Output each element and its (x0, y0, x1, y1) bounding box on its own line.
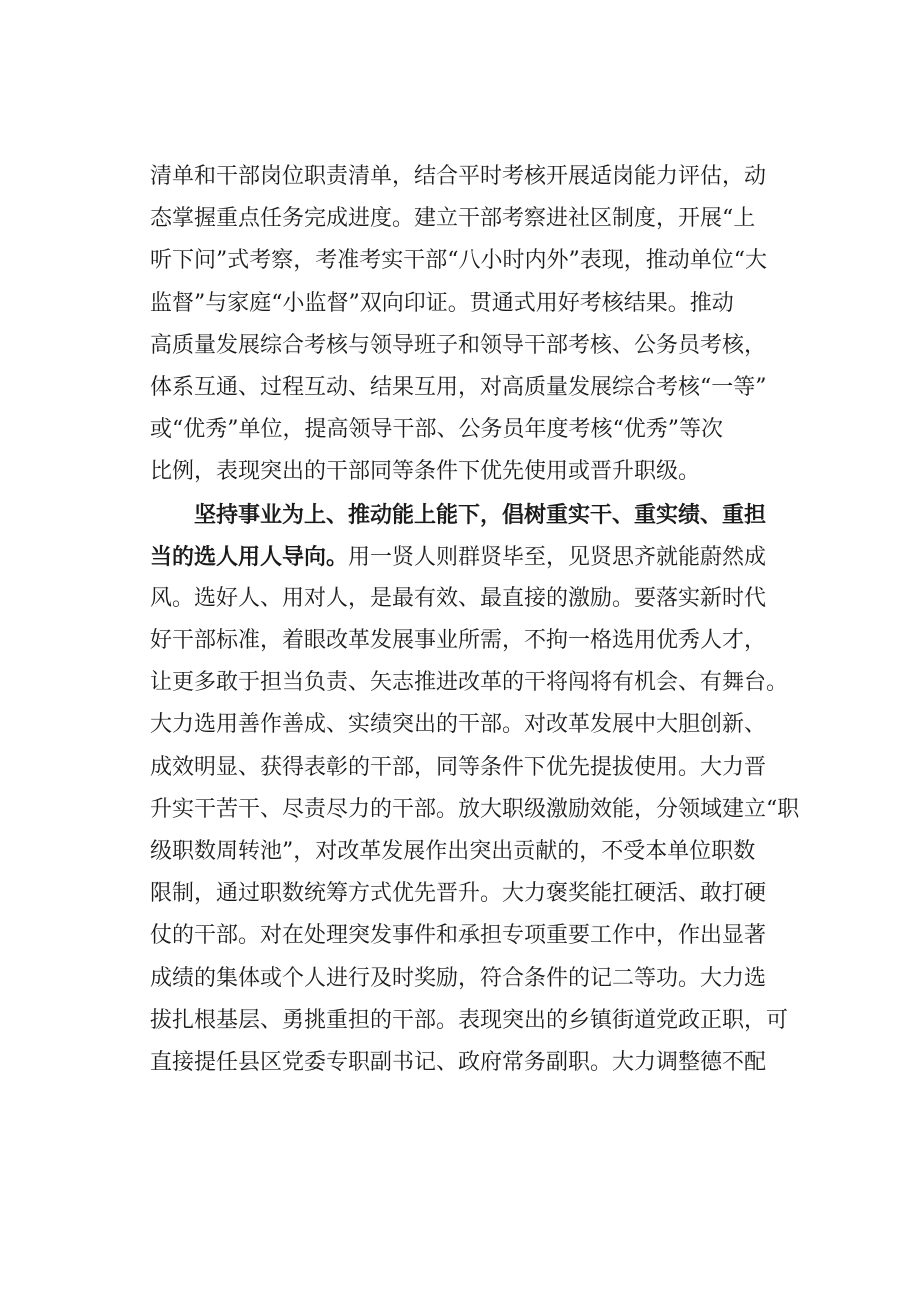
text-line: 让更多敢于担当负责、矢志推进改革的干将闯将有机会、有舞台。 (150, 670, 789, 696)
text-line: 升实干苦干、尽责尽力的干部。放大职级激励效能，分领域建立“职 (150, 796, 800, 822)
text-line: 比例，表现突出的干部同等条件下优先使用或晋升职级。 (150, 459, 701, 485)
text-line: 风。选好人、用对人，是最有效、最直接的激励。要落实新时代 (150, 585, 767, 611)
text-line: 成效明显、获得表彰的干部，同等条件下优先提拔使用。大力晋 (150, 754, 767, 780)
text-line: 拔扎根基层、勇挑重担的干部。表现突出的乡镇街道党政正职，可 (150, 1007, 789, 1033)
text-span: 用一贤人则群贤毕至，见贤思齐就能蔚然成 (348, 544, 767, 570)
text-line: 直接提任县区党委专职副书记、政府常务副职。大力调整德不配 (150, 1049, 767, 1075)
text-line (150, 536, 810, 578)
paragraph-heading-end: 当的选人用人导向。 (150, 543, 349, 570)
text-line: 仗的干部。对在处理突发事件和承担专项重要工作中，作出显著 (150, 923, 767, 949)
text-line: 监督”与家庭“小监督”双向印证。贯通式用好考核结果。推动 (150, 290, 734, 316)
text-line: 成绩的集体或个人进行及时奖励，符合条件的记二等功。大力选 (150, 965, 767, 991)
paragraph-heading: 坚持事业为上、推动能上能下，倡树重实干、重实绩、重担 (194, 501, 767, 528)
text-line: 清单和干部岗位职责清单，结合平时考核开展适岗能力评估，动 (150, 164, 767, 189)
paragraph-2 (150, 494, 810, 1085)
paragraph-1 (150, 156, 810, 494)
text-line: 大力选用善作善成、实绩突出的干部。对改革发展中大胆创新、 (150, 712, 767, 738)
text-line: 或“优秀”单位，提高领导干部、公务员年度考核“优秀”等次 (150, 417, 723, 443)
text-line: 限制，通过职数统筹方式优先晋升。大力褒奖能扛硬活、敢打硬 (150, 881, 767, 907)
text-line: 态掌握重点任务完成进度。建立干部考察进社区制度，开展“上 (150, 206, 756, 232)
text-line: 好干部标准，着眼改革发展事业所需，不拘一格选用优秀人才， (150, 628, 767, 654)
body-text (150, 156, 810, 1084)
text-line: 听下问”式考察，考准考实干部“八小时内外”表现，推动单位“大 (150, 248, 767, 274)
text-line: 高质量发展综合考核与领导班子和领导干部考核、公务员考核， (150, 332, 767, 358)
text-line: 体系互通、过程互动、结果互用，对高质量发展综合考核“一等” (150, 374, 767, 400)
text-line: 级职数周转池”，对改革发展作出突出贡献的，不受本单位职数 (150, 839, 756, 864)
